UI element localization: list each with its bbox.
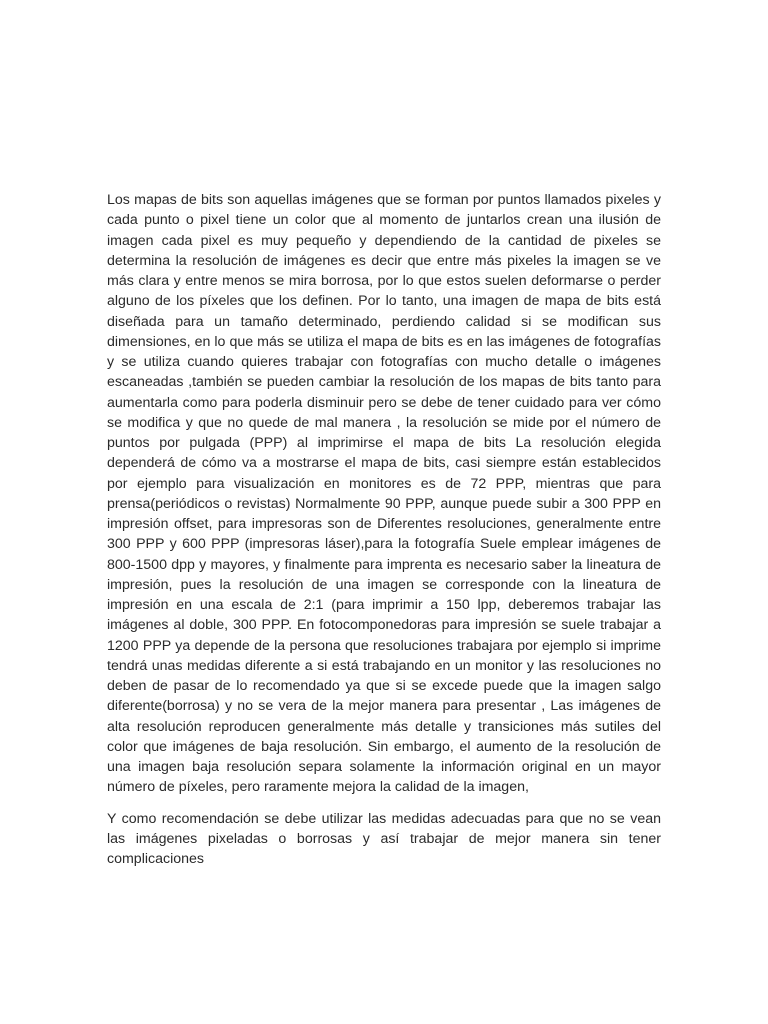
document-body	[107, 190, 661, 869]
paragraph-recomendacion: Y como recomendación se debe utilizar las medidas adecuadas para que no se vean las imágenes pixeladas o borrosas y así trabajar de mejor manera sin tener complicaciones	[107, 810, 661, 867]
paragraph-mapas-de-bits: Los mapas de bits son aquellas imágenes que se forman por puntos llamados pixeles y cada punto o pixel tiene un color que al momento de juntarlos crean una ilusión de imagen cada pixel es muy pequeño y dependiendo de la cantidad de pixeles se determina la resolución de imágenes es decir que entre más pixeles la imagen se ve más clara y entre menos se mira borrosa, por lo que estos suelen deformarse o perder alguno de los píxeles que los definen. Por lo tanto, una imagen de mapa de bits está diseñada para un tamaño determinado, perdiendo calidad si se modifican sus dimensiones, en lo que más se utiliza el mapa de bits es en las imágenes de fotografías y se utiliza cuando quieres trabajar con fotografías con mucho detalle o imágenes escaneadas ,también se pueden cambiar la resolución de los mapas de bits tanto para aumentarla como para poderla disminuir pero se debe de tener cuidado para ver cómo se modifica y que no quede de mal manera , la resolución se mide por el número de puntos por pulgada (PPP) al imprimirse el mapa de bits La resolución elegida dependerá de cómo va a mostrarse el mapa de bits, casi siempre están establecidos por ejemplo para visualización en monitores es de 72 PPP, mientras que para prensa(periódicos o revistas) Normalmente 90 PPP, aunque puede subir a 300 PPP en impresión offset, para impresoras son de Diferentes resoluciones, generalmente entre 300 PPP y 600 PPP (impresoras láser),para la fotografía Suele emplear imágenes de 800-1500 dpp y mayores, y finalmente para imprenta es necesario saber la lineatura de impresión, pues la resolución de una imagen se corresponde con la lineatura de impresión en una escala de 2:1 (para imprimir a 150 lpp, deberemos trabajar las imágenes al doble, 300 PPP. En fotocomponedoras para impresión se suele trabajar a 1200 PPP ya depende de la persona que resoluciones trabajara por ejemplo si imprime tendrá unas medidas diferente a si está trabajando en un monitor y las resoluciones no deben de pasar de lo recomendado ya que si se excede puede que la imagen salgo diferente(borrosa) y no se vera de la mejor manera para presentar , Las imágenes de alta resolución reproducen generalmente más detalle y transiciones más sutiles del color que imágenes de baja resolución. Sin embargo, el aumento de la resolución de una imagen baja resolución separa solamente la información original en un mayor número de píxeles, pero raramente mejora la calidad de la imagen,	[107, 192, 661, 796]
